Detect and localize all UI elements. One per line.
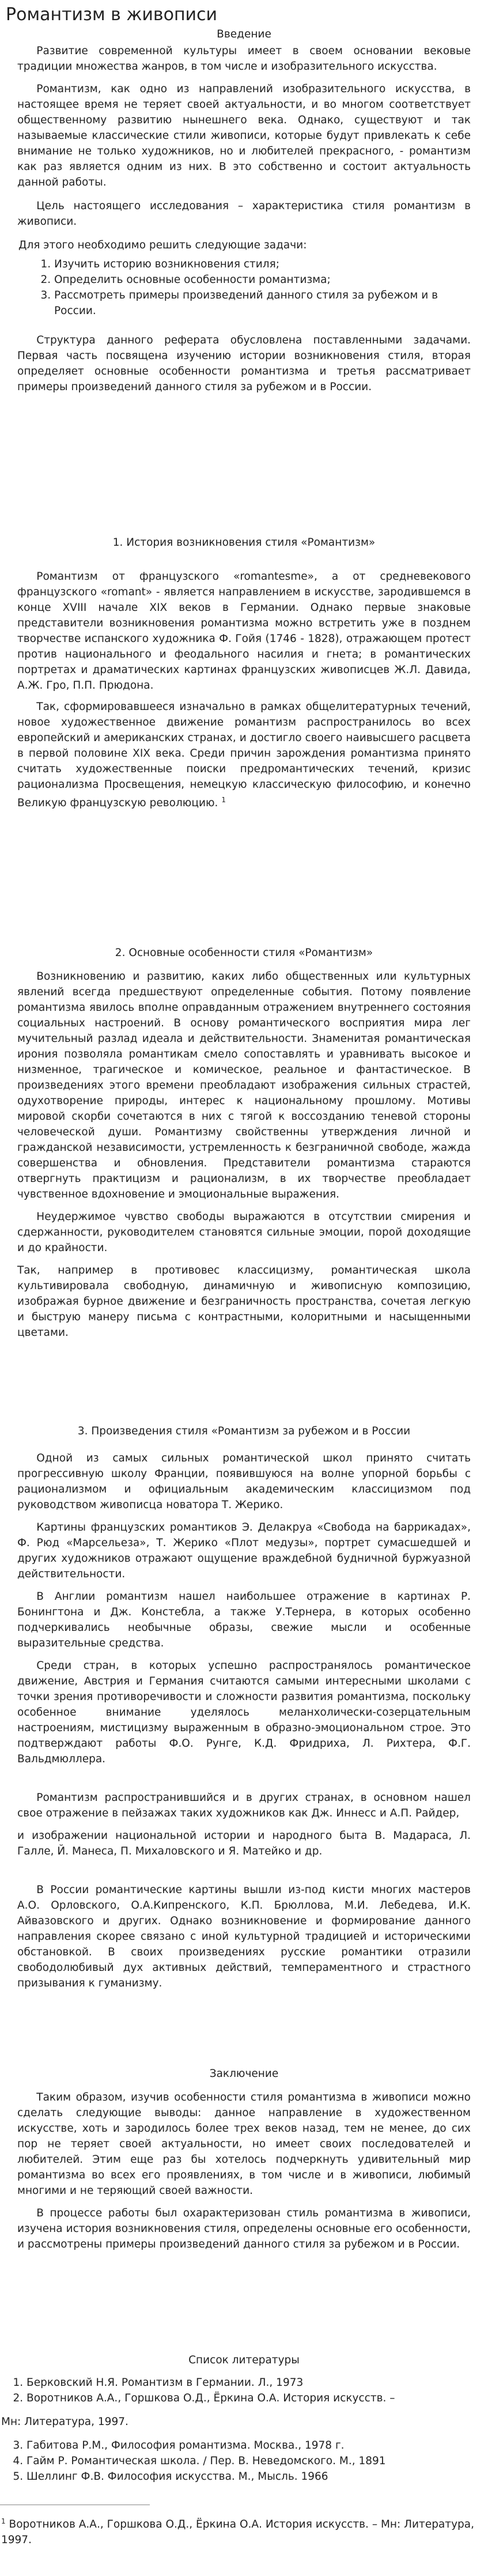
intro-paragraph: Развитие современной культуры имеет в своем основании вековые традиции множества жанров, в том числе и изобразительного искусства. <box>17 45 471 73</box>
footnote-ref[interactable]: 1 <box>221 796 226 804</box>
literature-heading: Список литературы <box>188 2354 300 2366</box>
research-goal: Цель настоящего исследования – характеристика стиля романтизм в живописи. <box>17 200 471 228</box>
literature-wrap: Мн: Литература, 1997. <box>1 2416 128 2428</box>
section-paragraph: Романтизм от французского «romantesme», а от средневекового французского «romant» - является направлением в искусстве, зародившемся в конце XVIII начале XIX веков в Германии. Однако первые знаковые представители возникновения романтизма можно встретить уже в позднем творчестве испанского художника Ф. Гойя (1746 - 1828), отражающем протест против национального и феодального насилия и гнета; в романтических портретах и драматических картинах французских живописцев Ж.Л. Давида, А.Ж. Гро, П.П. Прюдона. <box>17 571 471 692</box>
conclusion-section <box>17 2066 471 2252</box>
section-2 <box>17 945 471 1340</box>
section-3 <box>17 1423 471 1991</box>
list-item: 3. Габитова Р.М., Философия романтизма. Москва., 1978 г. <box>27 2438 488 2453</box>
section-paragraph: Так, например в противовес классицизму, романтическая школа культивировала свободную, динамичную и живописную композицию, изображая бурное движение и безграничность пространства, сочетая легкую и быструю манеру письма с контрастными, колоритными и насыщенными цветами. <box>17 1264 471 1339</box>
section-heading: Заключение <box>209 2068 279 2080</box>
section-paragraph: Картины французских романтиков Э. Делакруа «Свобода на баррикадах», Ф. Рюд «Марсельеза», Т. Жерико «Плот медузы», портрет сумасшедшей и других художников отражают ощущение враждебной будничной буржуазной действительности. <box>17 1521 471 1580</box>
tasks-list <box>17 256 471 319</box>
intro-heading: Введение <box>217 28 271 40</box>
section-paragraph: Так, сформировавшееся изначально в рамках общелитературных течений, новое художественное движение романтизм распространилось во всех европейский и американских странах, и достигло своего наивысшего расцвета в первой половине XIX века. Среди причин зарождения романтизма принято считать художественные поиски предромантических течений, кризис рационализма Просвещения, немецкую классическую философию, и конечно Великую французскую революцию. $^1$ <box>17 701 471 810</box>
section-heading: 3. Произведения стиля «Романтизм за рубежом и в России <box>77 1425 411 1437</box>
intro-paragraph: Структура данного реферата обусловлена поставленными задачами. Первая часть посвящена изучению истории возникновения стиля, вторая определяет основные особенности романтизма и третья рассматривает примеры произведений данного стиля за рубежом и в России. <box>17 334 471 393</box>
section-paragraph: В Англии романтизм нашел наибольшее отражение в картинах Р. Бонингтона и Дж. Констебла, а также У.Тернера, в которых особенно подчеркивались необычные образы, свежие мысли и особенные выразительные средства. <box>17 1591 471 1649</box>
section-heading: 2. Основные особенности стиля «Романтизм» <box>115 947 373 959</box>
literature-list <box>0 2375 488 2406</box>
section-paragraph: В России романтические картины вышли из-под кисти многих мастеров А.О. Орловского, О.А.Кипренского, К.П. Брюллова, М.И. Лебедева, И.К. Айвазовского и других. Однако возникновение и формирование данного направления скорее связано с иной культурной традицией и историческими обстановкой. В своих произведениях русские романтики отразили свободолюбивый дух активных действий, темпераментного и страстного призывания к гуманизму. <box>17 1884 471 1989</box>
section-heading: 1. История возникновения стиля «Романтизм» <box>112 537 376 549</box>
section-paragraph: и изображении национальной истории и народного быта В. Мадараса, Л. Галле, Й. Манеса, П. Михаловского и Я. Матейко и др. <box>17 1830 471 1857</box>
list-item: 2. Воротников А.А., Горшкова О.Д., Ёркина О.А. История искусств. – <box>27 2390 488 2406</box>
section-paragraph: Среди стран, в которых успешно распространялось романтическое движение, Австрия и Германия считаются самыми интересными школами с точки зрения противоречивости и сложности развития романтизма, поскольку особенное внимание уделялось меланхолически-созерцательным настроениям, мистицизму выраженным в образно-эмоциональном строе. Это подтверждают работы Ф.О. Рунге, К.Д. Фридриха, Л. Рихтера, Ф.Г. Вальдмюллера. <box>17 1660 471 1765</box>
section-paragraph: Одной из самых сильных романтической школ принято считать прогрессивную школу Франции, появившуюся на волне упорной борьбы с рационализмом и официальным академическим классицизмом под руководством живописца новатора Т. Жерико. <box>17 1452 471 1511</box>
footnote-text: Воротников А.А., Горшкова О.Д., Ёркина О.А. История искусств. – Мн: Литература, 1997. <box>1 2518 474 2547</box>
footnote-mark: 1 <box>1 2517 6 2525</box>
section-paragraph: Романтизм распространившийся и в других странах, в основном нашел свое отражение в пейзажах таких художников как Дж. Иннесс и А.П. Райдер, <box>17 1792 471 1819</box>
section-paragraph: Возникновению и развитию, каких либо общественных или культурных явлений всегда предшествуют определенные события. Потому появление романтизма явилось вполне оправданным отражением внутреннего состояния социальных настроений. В основу романтического восприятия мира лег мучительный разлад идеала и действительности. Знаменитая романтическая ирония позволяла романтикам смело сопоставлять и уравнивать высокое и низменное, трагическое и комическое, реальное и фантастическое. В произведениях этого времени преобладают изображения сильных страстей, одухотворение природы, интерес к национальному прошлому. Мотивы мировой скорби сочетаются в них с тягой к воссозданию теневой стороны человеческой души. Романтизму свойственны утверждения личной и гражданской независимости, устремленность к безграничной свободе, жажда совершенства и обновления. Представители романтизма стараются отвергнуть практицизм и рационализм, в их творчестве преобладает чувственное вдохновение и эмоциональные выражения. <box>17 970 471 1200</box>
section-1 <box>17 535 471 811</box>
tasks-lead: Для этого необходимо решить следующие задачи: <box>18 239 307 251</box>
list-item: 3. Рассмотреть примеры произведений данного стиля за рубежом и в России. <box>54 288 471 319</box>
list-item: 1. Изучить историю возникновения стиля; <box>54 256 471 272</box>
intro-section <box>17 27 471 395</box>
literature-list <box>0 2438 488 2484</box>
list-item: 4. Гайм Р. Романтическая школа. / Пер. В. Неведомского. М., 1891 <box>27 2453 488 2469</box>
list-item: 5. Шеллинг Ф.В. Философия искусства. М., Мысль. 1966 <box>27 2469 488 2484</box>
footnote <box>0 2514 488 2548</box>
list-item: 2. Определить основные особенности романтизма; <box>54 272 471 288</box>
conclusion-paragraph: Таким образом, изучив особенности стиля романтизма в живописи можно сделать следующие выводы: данное направление в художественном искусстве, хоть и зародилось более трех веков назад, тем не менее, до сих пор не теряет своей актуальности, но имеет своих последователей и любителей. Этим еще раз бы хотелось подчеркнуть удивительный мир романтизма во всех его проявлениях, в том числе и в живописи, любимый многими и не теряющий своей важности. <box>17 2091 471 2197</box>
list-item: 1. Берковский Н.Я. Романтизм в Германии. Л., 1973 <box>27 2375 488 2390</box>
intro-paragraph: Романтизм, как одно из направлений изобразительного искусства, в настоящее время не теряет своей актуальности, и во многом соответствует общественному развитию нынешнего века. Однако, существуют и так называемые классические стили живописи, которые будут привлекать к себе внимание не только художников, но и любителей прекрасного, - романтизм как раз является одним из них. В это собственно и состоит актуальность данной работы. <box>17 83 471 188</box>
conclusion-paragraph: В процессе работы был охарактеризован стиль романтизма в живописи, изучена история возникновения стиля, определены основные его особенности, и рассмотрены примеры произведений данного стиля за рубежом и в России. <box>17 2207 471 2250</box>
literature-section <box>0 2352 488 2484</box>
section-paragraph: Неудержимое чувство свободы выражаются в отсутствии смирения и сдержанности, руководителем становятся сильные эмоции, порой доходящие и до крайности. <box>17 1211 471 1254</box>
document-title: Романтизм в живописи <box>6 5 218 25</box>
